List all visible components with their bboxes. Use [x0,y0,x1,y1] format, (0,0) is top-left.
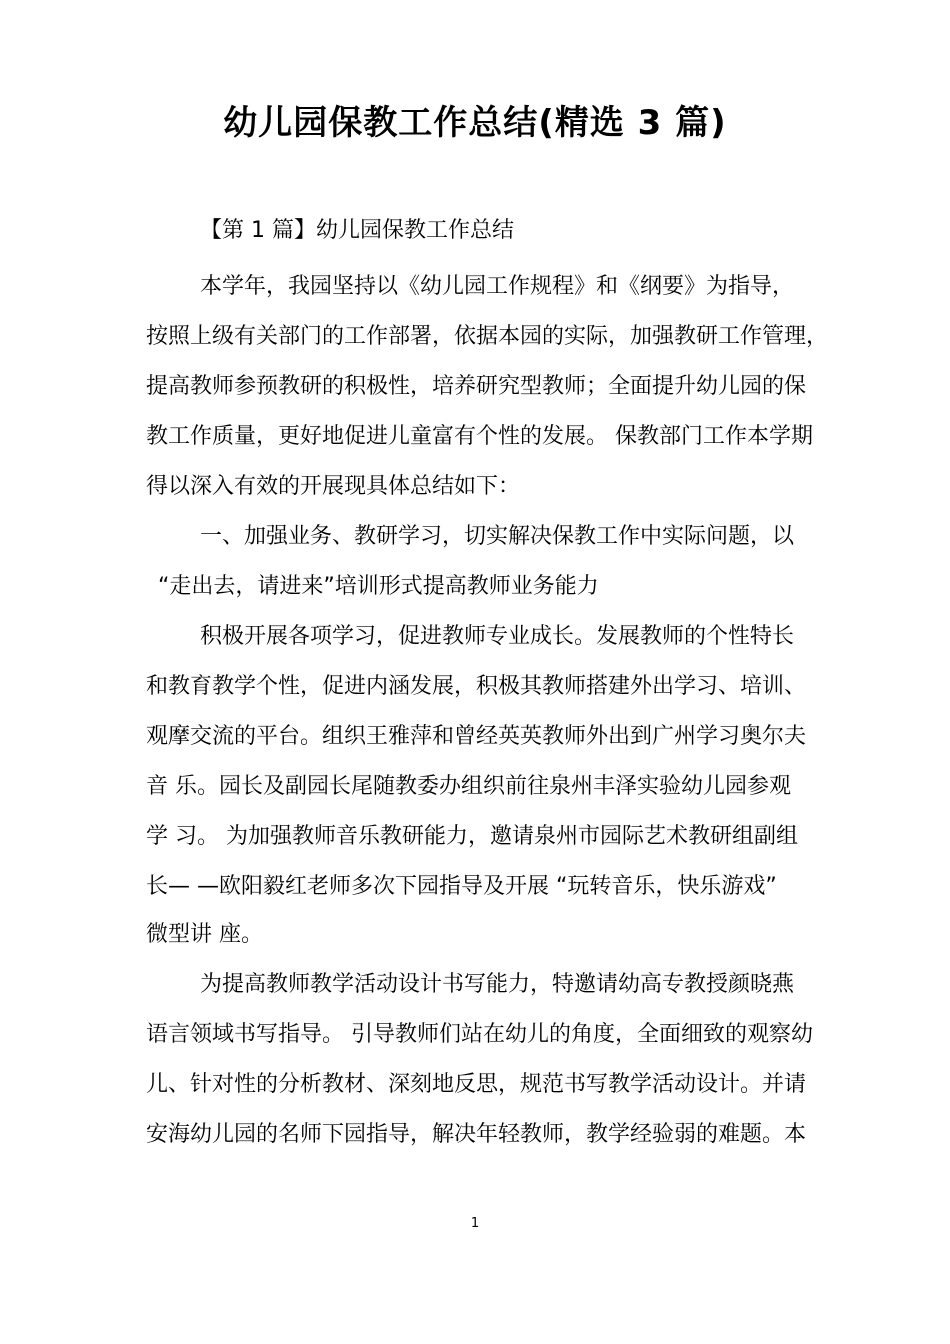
paragraph-line: 一、加强业务、教研学习，切实解决保教工作中实际问题，以 [200,524,795,549]
paragraph-line: 语言领域书写指导。 引导教师们站在幼儿的角度，全面细致的观察幼 [146,1022,813,1047]
paragraph-line: 得以深入有效的开展现具体总结如下： [146,474,521,499]
paragraph-line: 音 乐。园长及副园长尾随教委办组织前往泉州丰泽实验幼儿园参观 [146,774,791,799]
paragraph-line: 学 习。 为加强教师音乐教研能力，邀请泉州市园际艺术教研组副组 [146,824,798,849]
paragraph-line: 按照上级有关部门的工作部署，依据本园的实际，加强教研工作管理， [146,324,829,349]
paragraph-line: 微型讲 座。 [146,922,263,947]
page-number: 1 [470,1216,480,1231]
paragraph-line: 长— —欧阳毅红老师多次下园指导及开展 “玩转音乐，快乐游戏” [146,874,777,899]
section-heading: 【第 1 篇】幼儿园保教工作总结 [200,218,514,243]
paragraph-line: 安海幼儿园的名师下园指导，解决年轻教师，教学经验弱的难题。本 [146,1122,807,1147]
paragraph-line: 积极开展各项学习，促进教师专业成长。发展教师的个性特长 [200,624,795,649]
paragraph-line: 教工作质量，更好地促进儿童富有个性的发展。 保教部门工作本学期 [146,424,813,449]
paragraph-line: “走出去，请进来”培训形式提高教师业务能力 [158,574,599,599]
paragraph-line: 和教育教学个性，促进内涵发展，积极其教师搭建外出学习、培训、 [146,674,807,699]
paragraph-line: 儿、针对性的分析教材、深刻地反思，规范书写教学活动设计。并请 [146,1072,807,1097]
document-title: 幼儿园保教工作总结(精选 3 篇) [223,103,727,143]
paragraph-line: 为提高教师教学活动设计书写能力，特邀请幼高专教授颜晓燕 [200,972,795,997]
paragraph-line: 本学年，我园坚持以《幼儿园工作规程》和《纲要》为指导， [200,274,795,299]
paragraph-line: 提高教师参预教研的积极性，培养研究型教师；全面提升幼儿园的保 [146,374,807,399]
paragraph-line: 观摩交流的平台。组织王雅萍和曾经英英教师外出到广州学习奥尔夫 [146,724,807,749]
